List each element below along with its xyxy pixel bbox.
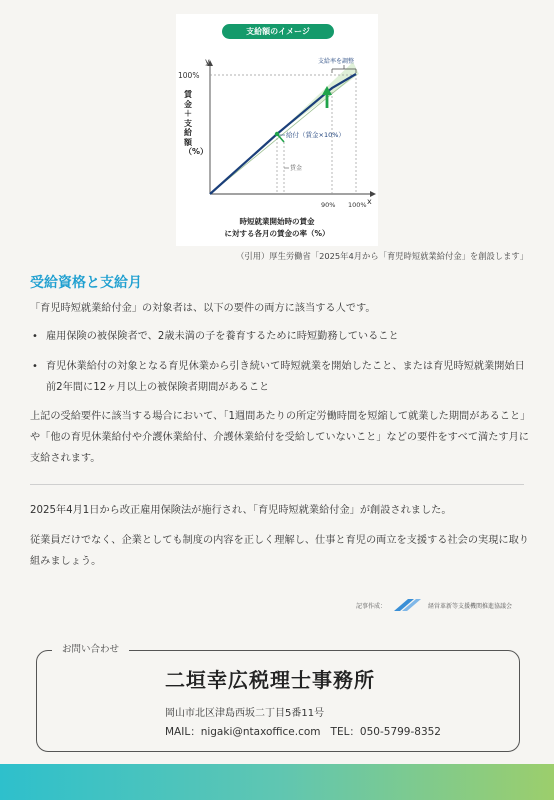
bottom-gradient-bar [0,764,554,800]
closing-paragraph-1: 2025年4月1日から改正雇用保険法が施行され、「育児時短就業給付金」が創設されました。 [30,505,452,516]
figure-title: 支給額のイメージ [222,24,334,39]
bullet-mark: • [32,361,38,372]
condition-paragraph: 上記の受給要件に該当する場合において、「1週間あたりの所定労働時間を短縮して就業した期間があること」や「他の育児休業給付や介護休業給付、介護休業給付を受給していないこと」などの要件をすべて満たす月に支給されます。 [30,411,529,464]
requirement-bullet-1 [30,326,530,347]
requirement-text: 雇用保険の被保険者で、2歳未満の子を養育するために時短勤務していること [46,331,399,342]
x-axis-letter: x [367,197,372,206]
contact-label: お問い合わせ [52,641,129,655]
y-axis-label: 賃金＋支給額（%） [184,90,209,156]
phone-number[interactable]: TEL：050-5799-8352 [330,726,441,738]
credit-organization: 経営革新等支援機関推進協議会 [428,602,513,610]
annotation-adjust: 支給率を調整 [318,58,355,65]
bullet-mark: • [32,331,38,342]
x-tick-100: 100% [348,201,367,209]
annotation-benefit: 給付（賃金×10%） [286,131,345,139]
annotation-wage: 賃金 [290,165,303,172]
email-link[interactable]: MAIL：nigaki@ntaxoffice.com [165,726,321,738]
x-axis-label-line2: に対する各月の賃金の率（%） [224,229,330,238]
contact-line [165,724,441,739]
figure-card [176,14,378,246]
section-heading: 受給資格と支給月 [30,275,142,291]
requirement-bullet-2 [30,356,530,398]
citation: （引用）厚生労働省「2025年4月から「育児時短就業給付金」を創設します」 [236,251,528,261]
article-credit [356,596,512,614]
credit-label: 記事作成： [356,602,387,610]
benefit-point [275,132,279,136]
benefit-chart [176,14,378,246]
divider [30,484,524,485]
y-tick-100: 100% [178,71,200,80]
closing-paragraph-2: 従業員だけでなく、企業としても制度の内容を正しく理解し、仕事と育児の両立を支援する社会の実現に取り組みましょう。 [30,535,529,567]
organization-logo-icon [392,598,422,612]
x-axis-label-line1: 時短就業開始時の賃金 [239,217,315,226]
x-tick-90: 90% [321,201,336,209]
y-axis-letter: y [205,57,210,66]
requirement-text: 育児休業給付の対象となる育児休業から引き続いて時短就業を開始したこと、または育児時短就業開始日前2年間に12ヶ月以上の被保険者期間があること [46,361,525,393]
intro-paragraph: 「育児時短就業給付金」の対象者は、以下の要件の両方に該当する人です。 [30,303,376,314]
office-name: 二垣幸広税理士事務所 [165,668,375,692]
office-address: 岡山市北区津島西坂二丁目5番11号 [165,708,325,719]
